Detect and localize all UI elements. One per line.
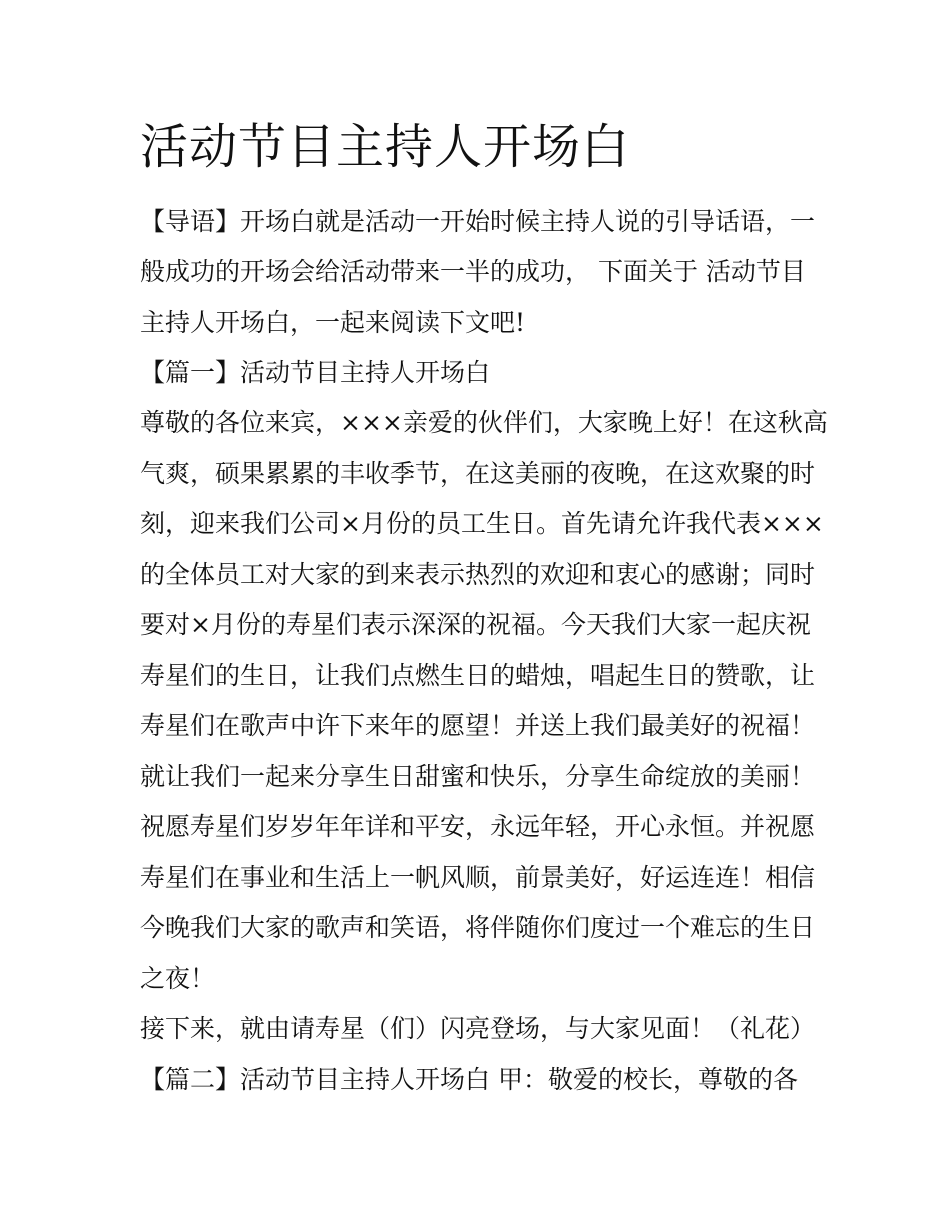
section-heading-1: 【篇一】活动节目主持人开场白 [140, 358, 491, 387]
body-line-5: 要对×月份的寿星们表示深深的祝福。今天我们大家一起庆祝 [140, 610, 811, 639]
body-line-8: 就让我们一起来分享生日甜蜜和快乐，分享生命绽放的美丽！ [140, 762, 816, 791]
intro-line-3: 主持人开场白，一起来阅读下文吧! [140, 308, 526, 337]
body-line-12: 之夜！ [140, 964, 216, 993]
body-line-9: 祝愿寿星们岁岁年年详和平安，永远年轻，开心永恒。并祝愿 [140, 812, 816, 841]
body-line-10: 寿星们在事业和生活上一帆风顺，前景美好，好运连连！相信 [140, 863, 816, 892]
document-title: 活动节目主持人开场白 [140, 119, 631, 175]
body-line-6: 寿星们的生日，让我们点燃生日的蜡烛，唱起生日的赞歌，让 [140, 661, 816, 690]
section-heading-2: 【篇二】活动节目主持人开场白 甲：敬爱的校长，尊敬的各 [140, 1065, 798, 1094]
body-line-7: 寿星们在歌声中许下来年的愿望！并送上我们最美好的祝福！ [140, 711, 816, 740]
body-line-1: 尊敬的各位来宾，×××亲爱的伙伴们，大家晚上好！在这秋高 [140, 408, 828, 437]
body-line-2: 气爽，硕果累累的丰收季节，在这美丽的夜晚，在这欢聚的时 [140, 459, 816, 488]
body-line-3: 刻，迎来我们公司×月份的员工生日。首先请允许我代表××× [140, 509, 824, 538]
intro-line-2: 般成功的开场会给活动带来一半的成功， 下面关于 活动节目 [140, 257, 806, 286]
body-line-11: 今晚我们大家的歌声和笑语，将伴随你们度过一个难忘的生日 [140, 913, 816, 942]
body-line-4: 的全体员工对大家的到来表示热烈的欢迎和衷心的感谢；同时 [140, 560, 816, 589]
body-line-13: 接下来，就由请寿星（们）闪亮登场，与大家见面！（礼花） [140, 1014, 816, 1043]
intro-line-1: 【导语】开场白就是活动一开始时候主持人说的引导话语，一 [140, 207, 816, 236]
